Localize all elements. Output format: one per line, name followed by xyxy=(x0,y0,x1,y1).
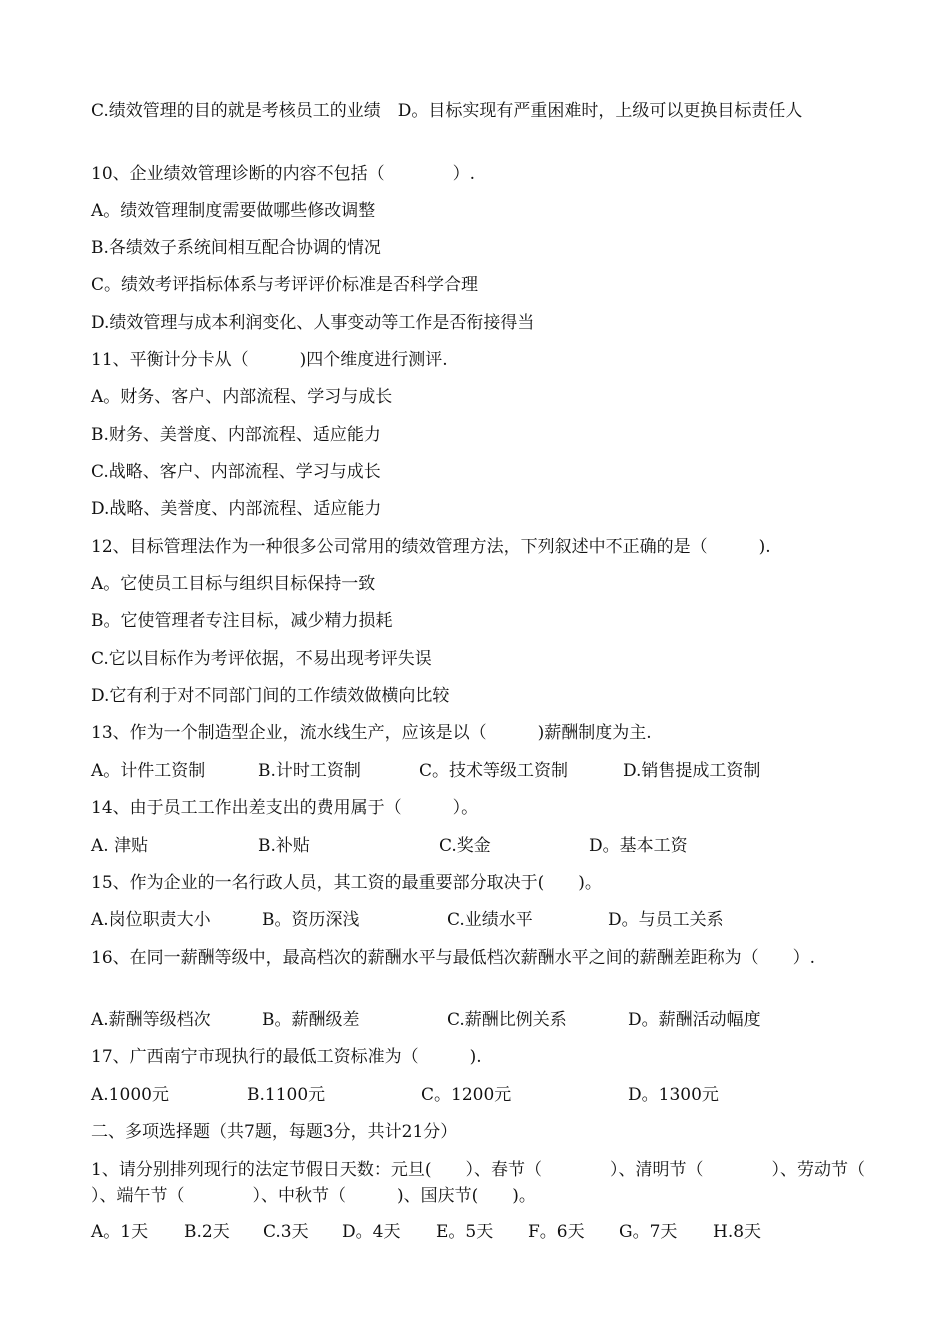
question-15: 15、作为企业的一名行政人员，其工资的最重要部分取决于( )。 xyxy=(91,873,602,893)
section-2-heading: 二、多项选择题（共7题，每题3分，共计21分） xyxy=(91,1122,458,1142)
m1-option-f: F。6天 xyxy=(528,1222,585,1242)
q14-option-d: D。基本工资 xyxy=(589,836,688,856)
q13-option-b: B.计时工资制 xyxy=(258,761,361,781)
q15-option-c: C.业绩水平 xyxy=(447,910,533,930)
q11-option-b: B.财务、美誉度、内部流程、适应能力 xyxy=(91,425,381,445)
q17-option-c: C。1200元 xyxy=(421,1085,512,1105)
question-17: 17、广西南宁市现执行的最低工资标准为（ ). xyxy=(91,1047,482,1067)
m1-option-e: E。5天 xyxy=(436,1222,494,1242)
question-13: 13、作为一个制造型企业，流水线生产，应该是以（ )薪酬制度为主. xyxy=(91,723,652,743)
q16-option-c: C.薪酬比例关系 xyxy=(447,1010,567,1030)
q17-option-a: A.1000元 xyxy=(91,1085,169,1105)
q15-option-a: A.岗位职责大小 xyxy=(91,910,211,930)
q9-option-c-d: C.绩效管理的目的就是考核员工的业绩 D。目标实现有严重困难时，上级可以更换目标责任人 xyxy=(91,101,803,121)
m1-option-b: B.2天 xyxy=(184,1222,230,1242)
question-11: 11、平衡计分卡从（ )四个维度进行测评. xyxy=(91,350,448,370)
q12-option-c: C.它以目标作为考评依据，不易出现考评失误 xyxy=(91,649,432,669)
q16-option-a: A.薪酬等级档次 xyxy=(91,1010,211,1030)
q15-option-d: D。与员工关系 xyxy=(608,910,724,930)
q13-option-d: D.销售提成工资制 xyxy=(623,761,761,781)
q14-option-a: A. 津贴 xyxy=(91,836,149,856)
question-12: 12、目标管理法作为一种很多公司常用的绩效管理方法，下列叙述中不正确的是（ ). xyxy=(91,537,771,557)
q14-option-b: B.补贴 xyxy=(258,836,310,856)
m1-option-g: G。7天 xyxy=(619,1222,678,1242)
q10-option-d: D.绩效管理与成本利润变化、人事变动等工作是否衔接得当 xyxy=(91,313,535,333)
q12-option-d: D.它有利于对不同部门间的工作绩效做横向比较 xyxy=(91,686,450,706)
q11-option-d: D.战略、美誉度、内部流程、适应能力 xyxy=(91,499,382,519)
q11-option-c: C.战略、客户、内部流程、学习与成长 xyxy=(91,462,381,482)
q17-option-d: D。1300元 xyxy=(628,1085,719,1105)
m1-option-d: D。4天 xyxy=(342,1222,401,1242)
q16-option-b: B。薪酬级差 xyxy=(262,1010,360,1030)
q11-option-a: A。财务、客户、内部流程、学习与成长 xyxy=(91,387,393,407)
q12-option-a: A。它使员工目标与组织目标保持一致 xyxy=(91,574,376,594)
q17-option-b: B.1100元 xyxy=(247,1085,326,1105)
q14-option-c: C.奖金 xyxy=(439,836,491,856)
question-14: 14、由于员工工作出差支出的费用属于（ ）。 xyxy=(91,798,479,818)
q15-option-b: B。资历深浅 xyxy=(262,910,360,930)
m1-option-a: A。1天 xyxy=(91,1222,149,1242)
q12-option-b: B。它使管理者专注目标，减少精力损耗 xyxy=(91,611,393,631)
m1-option-c: C.3天 xyxy=(263,1222,309,1242)
q10-option-b: B.各绩效子系统间相互配合协调的情况 xyxy=(91,238,381,258)
m1-option-h: H.8天 xyxy=(713,1222,762,1242)
question-16: 16、在同一薪酬等级中，最高档次的薪酬水平与最低档次薪酬水平之间的薪酬差距称为（ ）. xyxy=(91,948,816,968)
question-10: 10、企业绩效管理诊断的内容不包括（ ）. xyxy=(91,164,476,184)
q13-option-c: C。技术等级工资制 xyxy=(419,761,569,781)
q13-option-a: A。计件工资制 xyxy=(91,761,206,781)
q16-option-d: D。薪酬活动幅度 xyxy=(628,1010,761,1030)
q10-option-a: A。绩效管理制度需要做哪些修改调整 xyxy=(91,201,376,221)
q10-option-c: C。绩效考评指标体系与考评评价标准是否科学合理 xyxy=(91,275,479,295)
multi-question-1: 1、请分别排列现行的法定节假日天数：元旦( ）、春节（ ）、清明节（ ）、劳动节（ ）、端午节（ ）、中秋节（ )、国庆节( )。 xyxy=(91,1160,933,1206)
